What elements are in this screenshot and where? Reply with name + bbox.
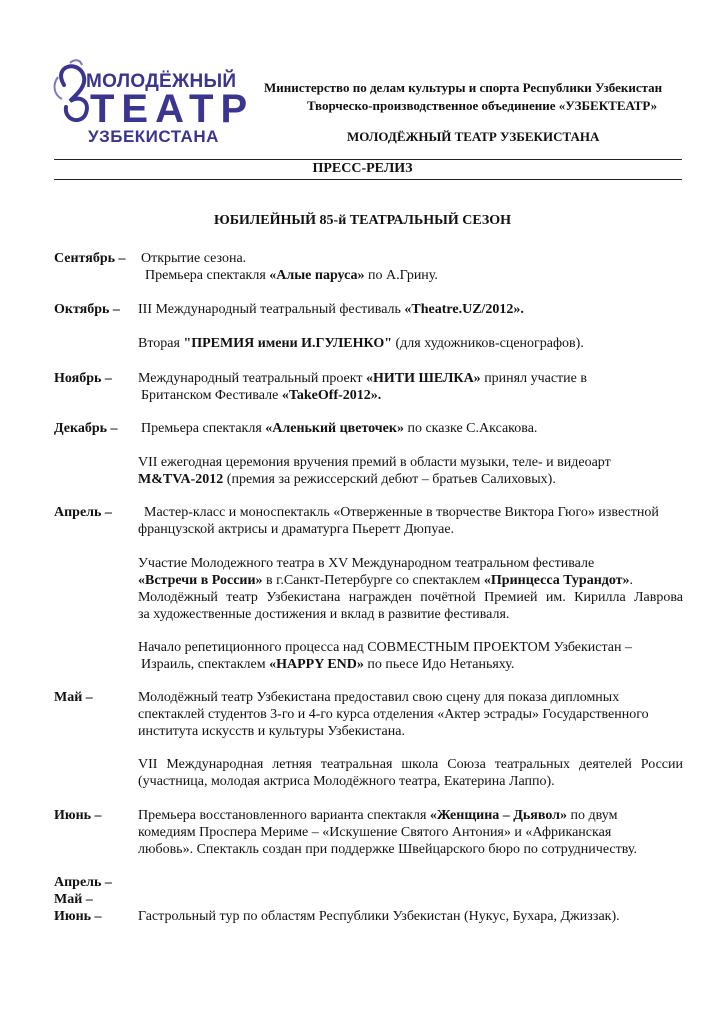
divider-top — [54, 159, 682, 160]
month-november: Ноябрь – — [54, 371, 112, 386]
logo-text-youth: МОЛОДЁЖНЫЙ — [86, 71, 237, 92]
logo-text-uzbekistan: УЗБЕКИСТАНА — [88, 127, 219, 146]
month-may-tour: Май – — [54, 892, 93, 907]
press-release-heading: ПРЕСС-РЕЛИЗ — [312, 161, 413, 176]
theatre-name: МОЛОДЁЖНЫЙ ТЕАТР УЗБЕКИСТАНА — [347, 129, 600, 144]
jun-line-3: любовь». Спектакль создан при поддержке Швейцарского бюро по сотрудничеству. — [138, 842, 637, 857]
may-line-5: (участница, молодая актриса Молодёжного театра, Екатерина Лаппо). — [138, 774, 555, 789]
dec-line-1: Премьера спектакля «Аленький цветочек» по сказке С.Аксакова. — [141, 421, 538, 436]
sep-line-2: Премьера спектакля «Алые паруса» по А.Грину. — [145, 268, 438, 283]
oct-line-1: III Международный театральный фестиваль «Theatre.UZ/2012». — [138, 302, 524, 317]
dec-line-2: VII ежегодная церемония вручения премий в области музыки, теле- и видеоарт — [138, 455, 611, 470]
apr-line-5: Молодёжный театр Узбекистана награжден почётной Премией им. Кирилла Лаврова — [138, 590, 683, 605]
jun-line-1: Премьера восстановленного варианта спектакля «Женщина – Дьявол» по двум — [138, 808, 618, 823]
month-december: Декабрь – — [54, 421, 118, 436]
dec-line-3: M&TVA-2012 (премия за режиссерский дебют – братьев Салиховых). — [138, 472, 556, 487]
logo-text-theatre: ТЕАТР — [90, 87, 255, 131]
may-line-3: института искусств и культуры Узбекистана. — [138, 724, 405, 739]
apr-line-1: Мастер-класс и моноспектакль «Отверженные в творчестве Виктора Гюго» известной — [144, 505, 659, 520]
jun-line-2: комедиям Проспера Мериме – «Искушение Святого Антония» и «Африканская — [138, 825, 612, 840]
month-june: Июнь – — [54, 808, 102, 823]
apr-line-3: Участие Молодежного театра в XV Международном театральном фестивале — [138, 556, 595, 571]
month-april-tour: Апрель – — [54, 875, 112, 890]
apr-line-4: «Встречи в России» в г.Санкт-Петербурге со спектаклем «Принцесса Турандот». — [138, 573, 634, 588]
may-line-2: спектаклей студентов 3-го и 4-го курса отделения «Актер эстрады» Государственного — [138, 707, 649, 722]
oct-line-2: Вторая "ПРЕМИЯ имени И.ГУЛЕНКО" (для художников-сценографов). — [138, 336, 584, 351]
tour-line-1: Гастрольный тур по областям Республики Узбекистан (Нукус, Бухара, Джиззак). — [138, 909, 620, 924]
apr-line-7: Начало репетиционного процесса над СОВМЕСТНЫМ ПРОЕКТОМ Узбекистан – — [138, 640, 633, 655]
apr-line-2: французской актрисы и драматурга Пьеретт Дюпуае. — [138, 522, 455, 537]
month-june-tour: Июнь – — [54, 909, 102, 924]
apr-line-6: за художественные достижения и вклад в развитие фестиваля. — [138, 607, 510, 622]
month-may: Май – — [54, 690, 93, 705]
theatre-logo — [50, 55, 255, 146]
season-title: ЮБИЛЕЙНЫЙ 85-й ТЕАТРАЛЬНЫЙ СЕЗОН — [213, 213, 512, 228]
ministry-name: Министерство по делам культуры и спорта Республики Узбекистан — [264, 80, 663, 95]
nov-line-2: Британском Фестивале «TakeOff-2012». — [141, 388, 382, 403]
month-october: Октябрь – — [54, 302, 120, 317]
apr-line-8: Израиль, спектаклем «HAPPY END» по пьесе Идо Нетаньяху. — [141, 657, 515, 672]
may-line-1: Молодёжный театр Узбекистана предоставил свою сцену для показа дипломных — [138, 690, 620, 705]
month-september: Сентябрь – — [54, 251, 126, 266]
association-name: Творческо-производственное объединение «УЗБЕКТЕАТР» — [307, 98, 658, 113]
may-line-4: VII Международная летняя театральная школа Союза театральных деятелей России — [138, 757, 683, 772]
month-april: Апрель – — [54, 505, 112, 520]
divider-bottom — [54, 179, 682, 180]
nov-line-1: Международный театральный проект «НИТИ ШЕЛКА» принял участие в — [138, 371, 587, 386]
sep-line-1: Открытие сезона. — [141, 251, 247, 266]
